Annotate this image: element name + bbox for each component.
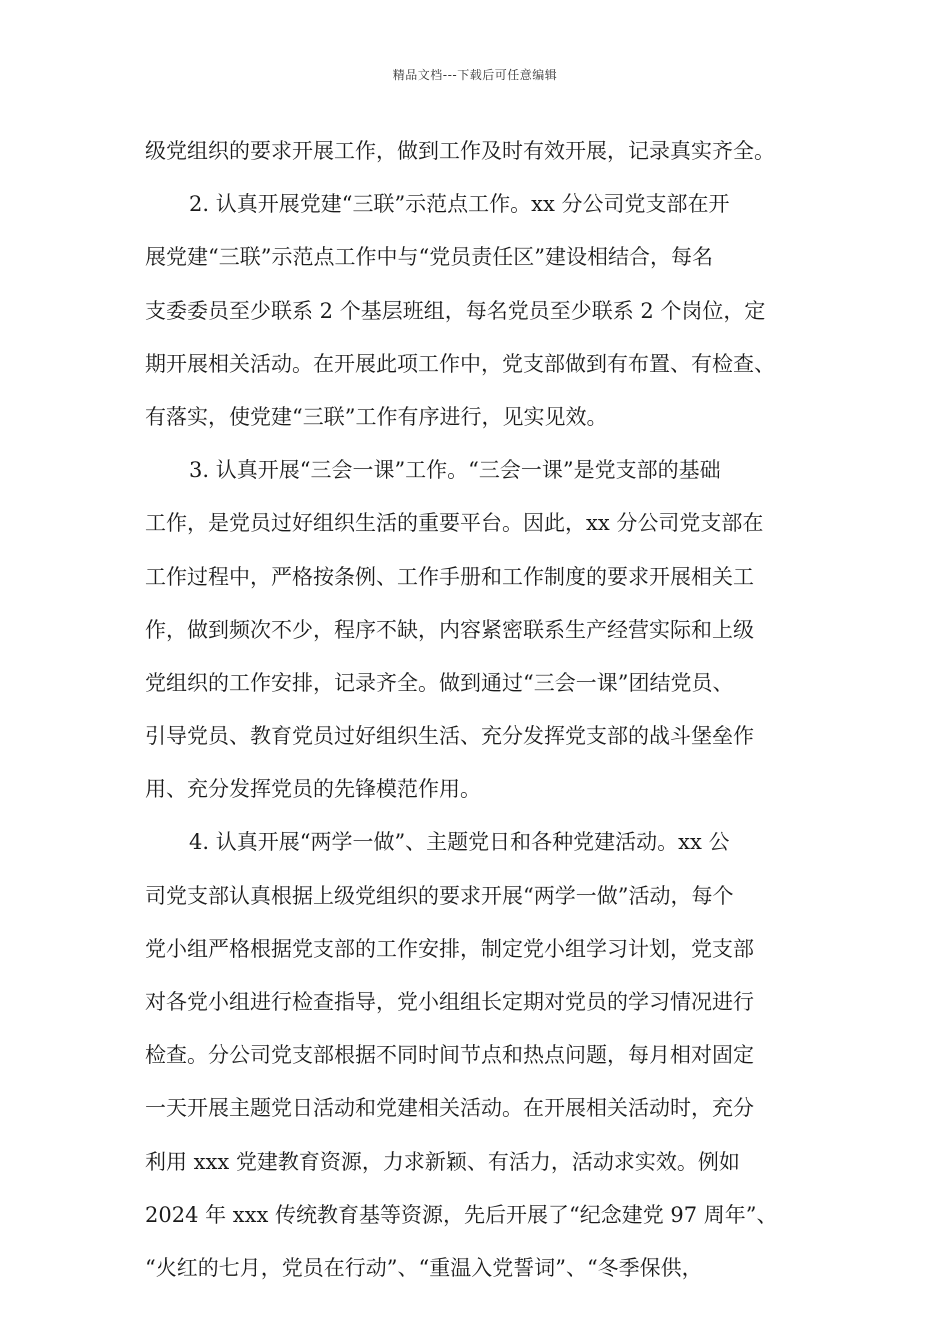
- text-line: 引导党员、教育党员过好组织生活、充分发挥党支部的战斗堡垒作: [145, 724, 754, 749]
- page-header: 精品文档---下载后可任意编辑: [392, 68, 558, 82]
- text-line: 党组织的工作安排，记录齐全。做到通过“三会一课”团结党员、: [145, 670, 734, 695]
- text-line: 检查。分公司党支部根据不同时间节点和热点问题，每月相对固定: [145, 1043, 754, 1068]
- text-line: 工作过程中，严格按条例、工作手册和工作制度的要求开展相关工: [145, 564, 754, 589]
- document-body: [145, 125, 817, 1295]
- text-line: 2024 年 xxx 传统教育基等资源，先后开展了“纪念建党 97 周年”、: [145, 1202, 778, 1227]
- text-line: 期开展相关活动。在开展此项工作中，党支部做到有布置、有检查、: [145, 351, 775, 376]
- text-line: 利用 xxx 党建教育资源，力求新颖、有活力，活动求实效。例如: [145, 1149, 740, 1174]
- text-line: 有落实，使党建“三联”工作有序进行，见实见效。: [145, 404, 608, 429]
- text-line: 对各党小组进行检查指导，党小组组长定期对党员的学习情况进行: [145, 990, 754, 1014]
- text-line: 司党支部认真根据上级党组织的要求开展“两学一做”活动，每个: [145, 883, 734, 908]
- text-line: 一天开展主题党日活动和党建相关活动。在开展相关活动时，充分: [145, 1096, 754, 1121]
- text-line: 党小组严格根据党支部的工作安排，制定党小组学习计划，党支部: [145, 936, 754, 961]
- text-line: 工作，是党员过好组织生活的重要平台。因此，xx 分公司党支部在: [145, 511, 764, 536]
- paragraph-3-first-line: 3. 认真开展“三会一课”工作。“三会一课”是党支部的基础: [189, 458, 721, 483]
- text-line: 展党建“三联”示范点工作中与“党员责任区”建设相结合，每名: [145, 245, 713, 270]
- paragraph-4-first-line: 4. 认真开展“两学一做”、主题党日和各种党建活动。xx 公: [189, 830, 730, 855]
- text-line: 支委委员至少联系 2 个基层班组，每名党员至少联系 2 个岗位，定: [145, 298, 766, 323]
- text-line: 级党组织的要求开展工作，做到工作及时有效开展，记录真实齐全。: [145, 139, 775, 163]
- text-line: 用、充分发挥党员的先锋模范作用。: [145, 777, 481, 802]
- text-line: “火红的七月，党员在行动”、“重温入党誓词”、“冬季保供，: [145, 1255, 703, 1280]
- paragraph-2-first-line: 2. 认真开展党建“三联”示范点工作。xx 分公司党支部在开: [189, 192, 730, 217]
- text-line: 作，做到频次不少，程序不缺，内容紧密联系生产经营实际和上级: [145, 617, 754, 642]
